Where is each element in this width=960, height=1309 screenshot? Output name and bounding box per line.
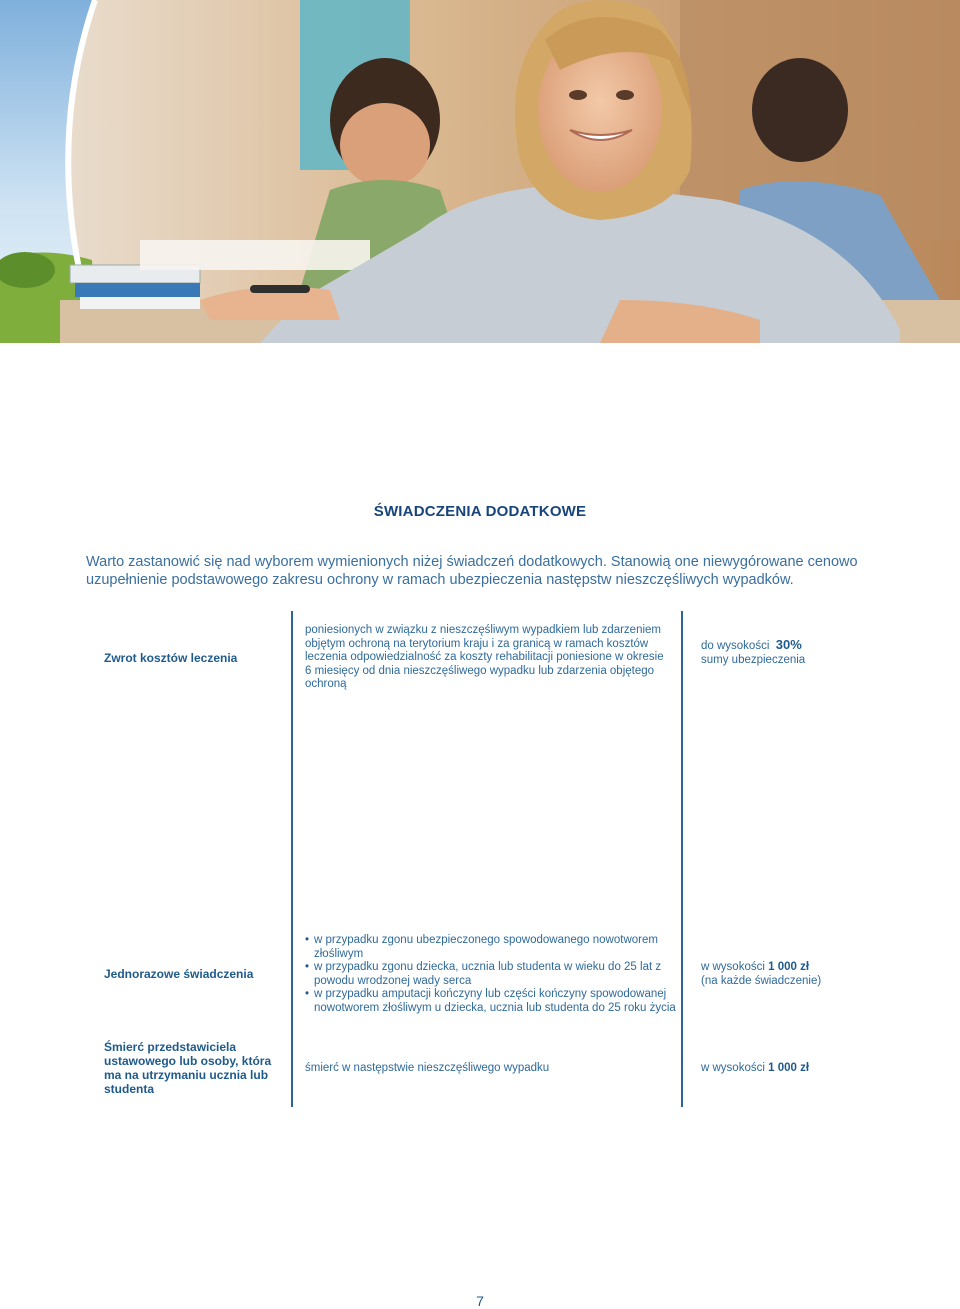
row-amount-one-time-benefits (701, 961, 881, 988)
row-amount-guardian-death (701, 1062, 881, 1076)
list-item: • w przypadku amputacji kończyny lub części kończyny spowodowanej nowotworem złośliwym u dziecka, ucznia lub studenta do 25 roku życia (305, 988, 680, 1015)
row-description-guardian-death: śmierć w następstwie nieszczęśliwego wypadku (305, 1062, 550, 1074)
list-item: • w przypadku zgonu ubezpieczonego spowodowanego nowotworem złośliwym (305, 934, 680, 961)
amount-prefix: do wysokości (701, 640, 770, 652)
section-title: ŚWIADCZENIA DODATKOWE (373, 503, 587, 520)
benefit-bullet-list (305, 934, 680, 1015)
amount-prefix: w wysokości (701, 1062, 765, 1074)
list-item: • w przypadku zgonu dziecka, ucznia lub studenta w wieku do 25 lat z powodu wrodzonej wady serca (305, 961, 680, 988)
page-number: 7 (476, 1293, 484, 1309)
column-divider-right (681, 611, 683, 1107)
row-description-one-time-benefits (305, 934, 680, 1015)
amount-suffix: sumy ubezpieczenia (701, 653, 806, 666)
row-label-medical-costs: Zwrot kosztów leczenia (104, 651, 238, 665)
amount-value: 1 000 zł (768, 1062, 810, 1074)
amount-prefix: w wysokości (701, 961, 765, 973)
row-amount-medical-costs (701, 638, 851, 667)
row-label-guardian-death: Śmierć przedstawiciela ustawowego lub osoby, która ma na utrzymaniu ucznia lub studenta (104, 1040, 272, 1096)
amount-suffix: (na każde świadczenie) (701, 974, 822, 987)
hero-photo (0, 0, 960, 343)
row-description-medical-costs: poniesionych w związku z nieszczęśliwym wypadkiem lub zdarzeniem objętym ochroną na terytorium kraju i za granicą w ramach kosztów leczenia odpowiedzialność za koszty rehabilitacji poniesione w okresie 6 miesięcy od dnia nieszczęśliwego wypadku lub zdarzenia objętego ochroną (305, 624, 664, 690)
amount-value: 1 000 zł (768, 961, 810, 973)
column-divider-left (291, 611, 293, 1107)
intro-paragraph: Warto zastanowić się nad wyborem wymienionych niżej świadczeń dodatkowych. Stanowią one niewygórowane cenowo uzupełnienie podstawowego zakresu ochrony w ramach ubezpieczenia następstw nieszczęśliwych wypadków. (86, 554, 858, 588)
row-label-one-time-benefits: Jednorazowe świadczenia (104, 967, 254, 981)
amount-value: 30% (775, 637, 802, 652)
